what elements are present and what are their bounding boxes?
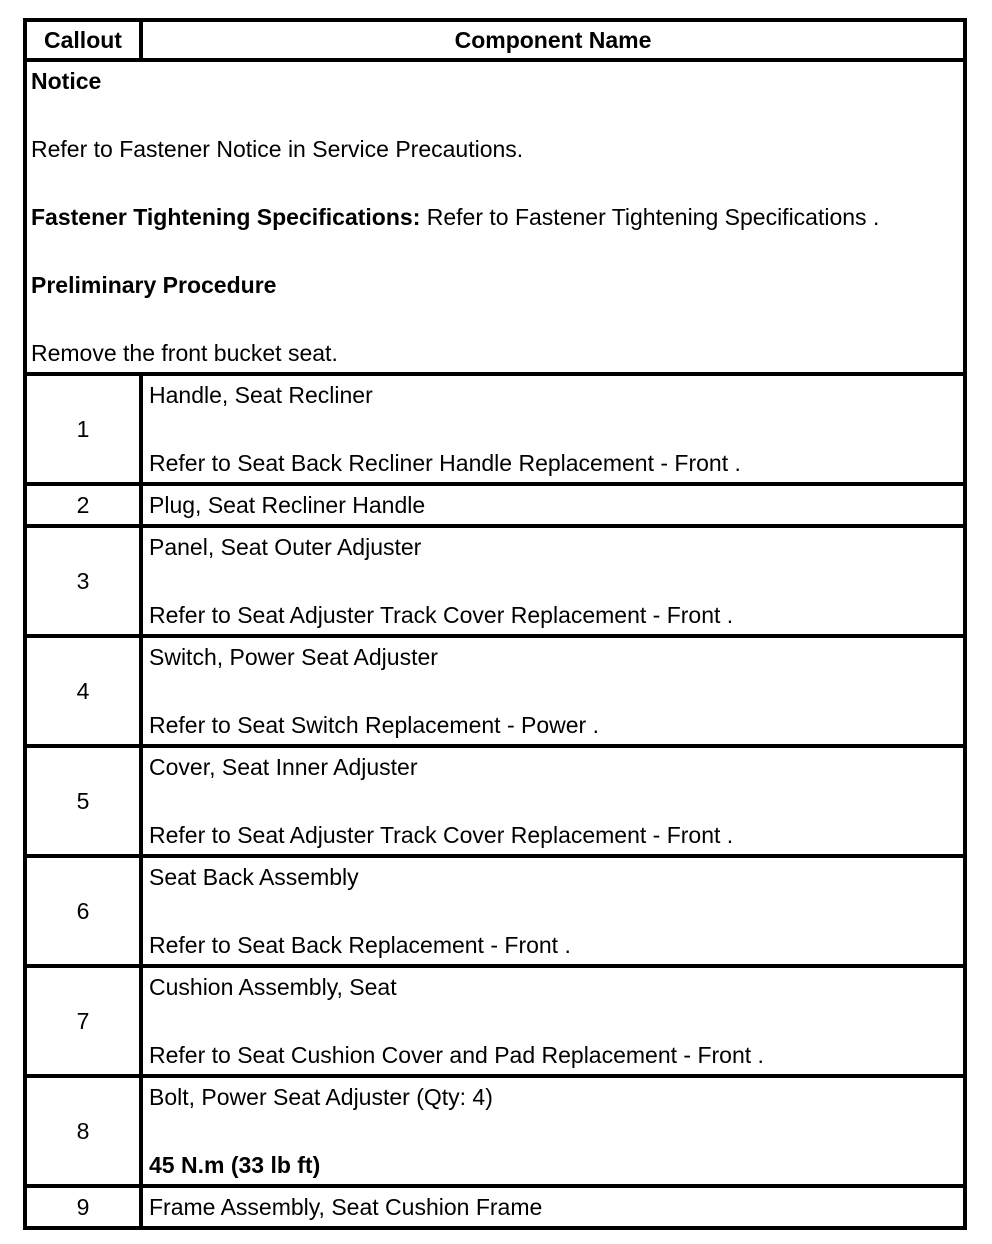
component-reference: Refer to Seat Switch Replacement - Power .: [149, 712, 599, 738]
table-row: [25, 966, 965, 1076]
component-cell: [141, 1076, 965, 1186]
component-cell: [141, 526, 965, 636]
component-reference: Refer to Seat Cushion Cover and Pad Replacement - Front .: [149, 1042, 764, 1068]
notice-row: [25, 60, 965, 374]
component-name: Plug, Seat Recliner Handle: [149, 492, 426, 518]
preliminary-procedure-title: Preliminary Procedure: [31, 272, 277, 298]
component-name: Seat Back Assembly: [149, 864, 359, 890]
component-name: Frame Assembly, Seat Cushion Frame: [149, 1194, 543, 1220]
component-cell: [141, 1186, 965, 1228]
notice-title: Notice: [31, 68, 102, 94]
table-row: [25, 856, 965, 966]
callout-number: 4: [25, 636, 141, 746]
callout-number: 8: [25, 1076, 141, 1186]
component-name: Switch, Power Seat Adjuster: [149, 644, 438, 670]
notice-cell: [25, 60, 965, 374]
component-cell: [141, 856, 965, 966]
component-reference: Refer to Seat Back Replacement - Front .: [149, 932, 571, 958]
table-row: [25, 1186, 965, 1228]
callout-number: 3: [25, 526, 141, 636]
fastener-spec-label: Fastener Tightening Specifications:: [31, 204, 421, 230]
callout-number: 7: [25, 966, 141, 1076]
fastener-spec-line: [31, 200, 959, 234]
table-row: [25, 484, 965, 526]
component-cell: [141, 636, 965, 746]
table-row: [25, 1076, 965, 1186]
component-cell: [141, 484, 965, 526]
component-cell: [141, 966, 965, 1076]
torque-spec: 45 N.m (33 lb ft): [149, 1152, 321, 1178]
component-cell: [141, 746, 965, 856]
component-name: Panel, Seat Outer Adjuster: [149, 534, 422, 560]
table-header-row: [25, 20, 965, 60]
callout-number: 9: [25, 1186, 141, 1228]
callout-number: 6: [25, 856, 141, 966]
component-name: Cover, Seat Inner Adjuster: [149, 754, 418, 780]
callout-number: 5: [25, 746, 141, 856]
component-name-column-header: Component Name: [141, 20, 965, 60]
component-reference: Refer to Seat Adjuster Track Cover Replacement - Front .: [149, 602, 734, 628]
table-row: [25, 636, 965, 746]
component-table-document: [23, 18, 963, 1230]
preliminary-procedure-text: Remove the front bucket seat.: [31, 340, 338, 366]
callout-number: 1: [25, 374, 141, 484]
component-name: Handle, Seat Recliner: [149, 382, 373, 408]
component-name: Cushion Assembly, Seat: [149, 974, 397, 1000]
table-row: [25, 746, 965, 856]
component-table: [23, 18, 967, 1230]
component-reference: Refer to Seat Back Recliner Handle Replacement - Front .: [149, 450, 741, 476]
callout-number: 2: [25, 484, 141, 526]
table-row: [25, 374, 965, 484]
fastener-spec-text: Refer to Fastener Tightening Specifications .: [420, 204, 880, 230]
component-name: Bolt, Power Seat Adjuster (Qty: 4): [149, 1084, 493, 1110]
callout-column-header: Callout: [25, 20, 141, 60]
notice-text: Refer to Fastener Notice in Service Precautions.: [31, 136, 524, 162]
table-row: [25, 526, 965, 636]
component-reference: Refer to Seat Adjuster Track Cover Replacement - Front .: [149, 822, 734, 848]
component-cell: [141, 374, 965, 484]
